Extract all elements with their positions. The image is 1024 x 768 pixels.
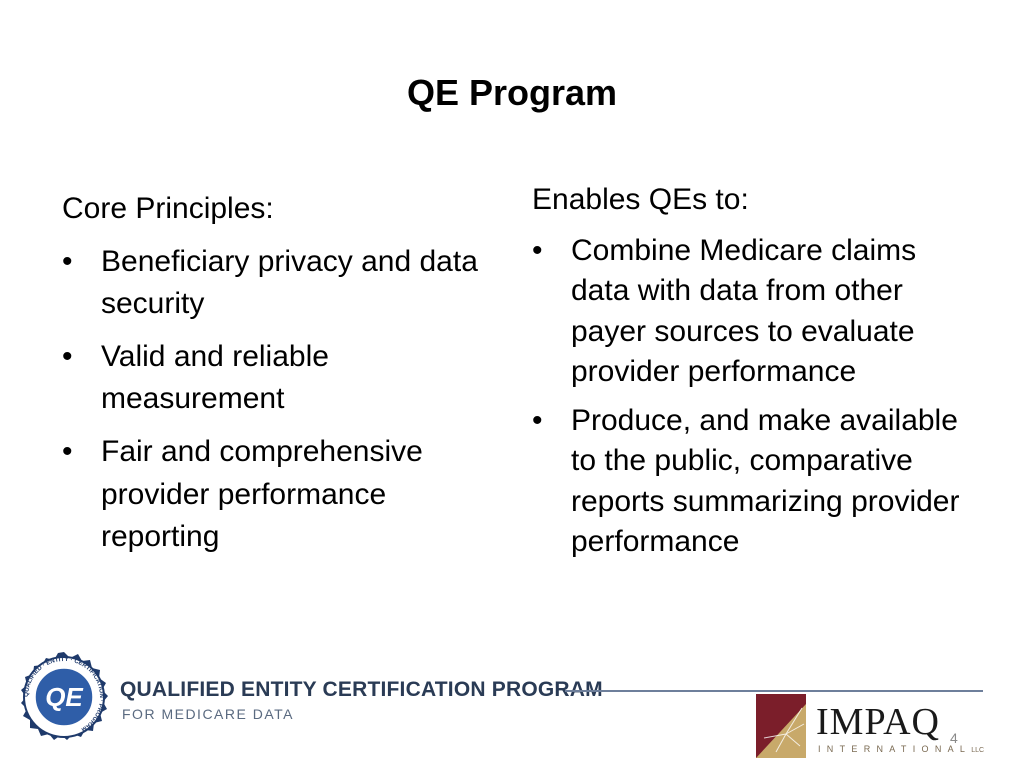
core-principles-column [62, 188, 502, 569]
seal-letters: QE [45, 682, 83, 712]
impaq-logo-mark [756, 694, 806, 758]
list-item: • Beneficiary privacy and data security [62, 241, 502, 326]
footer-divider [565, 690, 983, 692]
list-item: • Combine Medicare claims data with data from other payer sources to evaluate provider performance [532, 231, 972, 393]
seal-ring-text: QUALIFIED · ENTITY · CERTIFICATION · PROGRAM [22, 655, 106, 734]
list-item: • Valid and reliable measurement [62, 336, 502, 421]
impaq-international: INTERNATIONAL [818, 744, 972, 754]
qe-certification-seal-logo [14, 650, 114, 750]
core-principles-heading: Core Principles: [62, 192, 274, 225]
program-subtitle: FOR MEDICARE DATA [122, 706, 294, 722]
slide-title: QE Program [406, 72, 618, 113]
enables-qes-heading: Enables QEs to: [532, 183, 749, 216]
impaq-wordmark: IMPAQ [816, 701, 940, 743]
program-title: QUALIFIED ENTITY CERTIFICATION PROGRAM [120, 678, 603, 701]
slide-number: 4 [950, 730, 958, 746]
core-principles-list [62, 241, 502, 559]
list-item: • Produce, and make available to the public, comparative reports summarizing provider performance [532, 401, 972, 563]
enables-qes-list [532, 231, 972, 563]
impaq-subtitle [818, 744, 984, 754]
impaq-llc: LLC [971, 747, 985, 754]
enables-qes-column [532, 180, 972, 571]
list-item: • Fair and comprehensive provider performance reporting [62, 431, 502, 559]
